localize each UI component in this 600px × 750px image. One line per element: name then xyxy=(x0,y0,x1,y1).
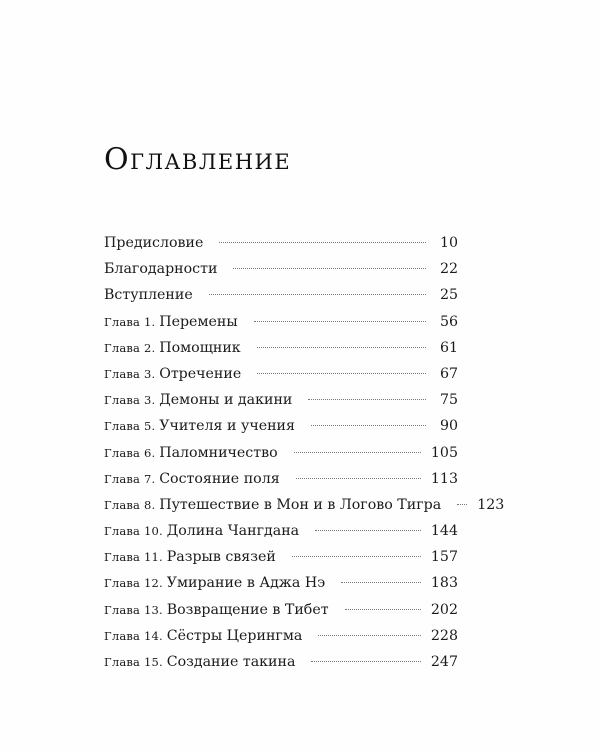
toc-entry-page-number: 247 xyxy=(430,654,458,670)
toc-entry-chapter-number: Глава 12. xyxy=(104,576,167,591)
dot-leader xyxy=(315,530,421,531)
toc-entry-chapter-number: Глава 2. xyxy=(104,340,160,355)
dot-leader xyxy=(294,452,421,453)
toc-entry-chapter-number: Глава 15. xyxy=(104,655,167,669)
toc-entry-page-number: 105 xyxy=(430,444,458,461)
toc-entry-title: Демоны и дакини xyxy=(159,392,293,409)
table-of-contents xyxy=(104,232,505,677)
dot-leader xyxy=(308,399,426,400)
toc-entry-title: Учителя и учения xyxy=(159,418,295,435)
toc-entry-chapter-number: Глава 10. xyxy=(104,524,167,539)
toc-entry-chapter-number: Глава 3. xyxy=(104,366,160,381)
toc-entry-page-number: 25 xyxy=(439,287,458,304)
dot-leader xyxy=(209,294,426,295)
toc-entry-title: Сёстры Церингма xyxy=(166,627,303,644)
toc-entry-page-number: 22 xyxy=(439,261,458,278)
toc-entry-title: Долина Чангдана xyxy=(166,523,300,540)
toc-entry-title: Возвращение в Тибет xyxy=(166,601,329,618)
toc-entry[interactable] xyxy=(104,520,458,546)
toc-entry-page-number: 144 xyxy=(430,523,458,540)
toc-entry-chapter-number: Глава 8. xyxy=(104,497,160,512)
toc-entry-chapter-number: Глава 14. xyxy=(104,628,167,643)
toc-entry[interactable] xyxy=(104,572,458,598)
dot-leader xyxy=(345,609,421,610)
toc-entry-title: Благодарности xyxy=(104,261,218,278)
toc-entry-title: Отречение xyxy=(159,365,242,382)
toc-entry-title: Состояние поля xyxy=(159,470,280,487)
toc-entry[interactable] xyxy=(104,442,458,468)
toc-entry[interactable] xyxy=(104,494,505,520)
toc-entry-page-number: 10 xyxy=(439,235,458,251)
toc-entry-page-number: 75 xyxy=(439,392,458,409)
toc-entry[interactable] xyxy=(104,468,458,494)
dot-leader xyxy=(296,478,421,479)
toc-entry-page-number: 228 xyxy=(430,627,458,644)
toc-entry[interactable] xyxy=(104,284,458,310)
toc-entry[interactable] xyxy=(104,389,458,415)
toc-entry[interactable] xyxy=(104,258,458,284)
toc-entry-page-number: 56 xyxy=(439,313,458,330)
toc-entry-page-number: 113 xyxy=(430,470,458,487)
toc-entry-chapter-number: Глава 5. xyxy=(104,419,160,434)
dot-leader xyxy=(341,582,421,583)
toc-entry-title: Предисловие xyxy=(104,235,204,251)
dot-leader xyxy=(219,242,426,243)
dot-leader xyxy=(254,321,426,322)
page-title: Оглавление xyxy=(104,142,292,177)
dot-leader xyxy=(311,661,420,662)
toc-entry-page-number: 202 xyxy=(430,601,458,618)
toc-entry-chapter-number: Глава 11. xyxy=(104,550,167,565)
toc-entry[interactable] xyxy=(104,599,458,625)
toc-entry[interactable] xyxy=(104,232,458,258)
toc-entry-page-number: 183 xyxy=(430,575,458,592)
toc-entry-chapter-number: Глава 7. xyxy=(104,471,160,486)
toc-entry-chapter-number: Глава 3. xyxy=(104,393,160,408)
toc-entry[interactable] xyxy=(104,363,458,389)
toc-entry-title: Паломничество xyxy=(159,444,278,461)
toc-entry-chapter-number: Глава 1. xyxy=(104,314,160,329)
dot-leader xyxy=(257,373,426,374)
toc-entry-chapter-number: Глава 6. xyxy=(104,445,160,460)
dot-leader xyxy=(233,268,426,269)
toc-entry-chapter-number: Глава 13. xyxy=(104,602,167,617)
toc-entry-page-number: 90 xyxy=(439,418,458,435)
toc-entry[interactable] xyxy=(104,415,458,441)
toc-entry-title: Перемены xyxy=(159,313,238,330)
toc-entry-page-number: 67 xyxy=(439,365,458,382)
toc-entry-page-number: 61 xyxy=(439,339,458,356)
dot-leader xyxy=(318,635,421,636)
toc-entry[interactable] xyxy=(104,337,458,363)
toc-entry[interactable] xyxy=(104,651,458,677)
toc-entry-title: Путешествие в Мон и в Логово Тигра xyxy=(159,496,442,513)
dot-leader xyxy=(311,425,426,426)
dot-leader xyxy=(257,347,426,348)
toc-entry[interactable] xyxy=(104,311,458,337)
toc-entry-title: Разрыв связей xyxy=(166,549,276,566)
toc-entry[interactable] xyxy=(104,546,458,572)
toc-entry-title: Вступление xyxy=(104,287,193,304)
toc-entry-title: Создание такина xyxy=(166,654,296,670)
toc-entry-title: Помощник xyxy=(159,339,241,356)
toc-entry-title: Умирание в Аджа Нэ xyxy=(166,575,326,592)
toc-entry-page-number: 157 xyxy=(430,549,458,566)
dot-leader xyxy=(292,556,421,557)
toc-entry[interactable] xyxy=(104,625,458,651)
toc-entry-page-number: 123 xyxy=(477,496,505,513)
dot-leader xyxy=(457,504,467,505)
